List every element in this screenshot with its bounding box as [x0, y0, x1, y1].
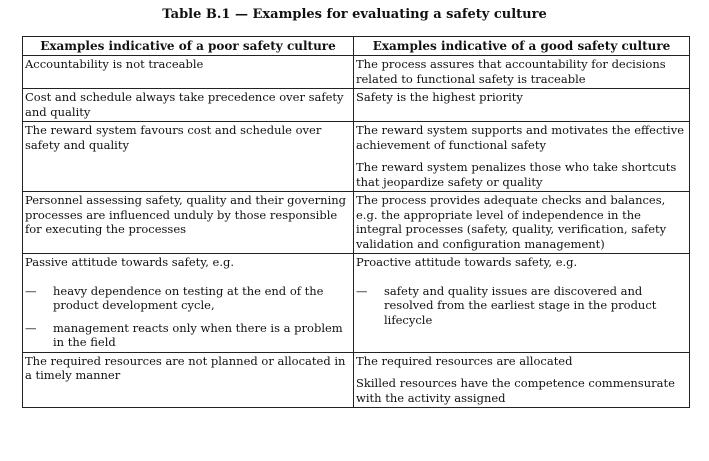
cell-intro-text: Passive attitude towards safety, e.g.: [25, 255, 235, 269]
poor-cell: [23, 192, 354, 254]
dash-list-item: [356, 284, 687, 328]
dash-marker: —: [25, 283, 37, 298]
dash-marker: —: [25, 320, 37, 335]
dash-list-item: [25, 284, 351, 313]
dash-item-text: heavy dependence on testing at the end of the product development cycle,: [53, 283, 324, 312]
table-row: [23, 192, 690, 254]
table-row: [23, 254, 690, 353]
safety-culture-table: [22, 36, 690, 408]
header-poor-culture: Examples indicative of a poor safety culture: [23, 37, 354, 56]
good-cell: [354, 56, 690, 89]
poor-cell: [23, 56, 354, 89]
dash-item-text: management reacts only when there is a problem in the field: [53, 320, 343, 349]
cell-text: The required resources are allocated: [356, 353, 573, 368]
dash-item-text: safety and quality issues are discovered and resolved from the earliest stage in the product lifecycle: [384, 283, 657, 327]
good-cell: [354, 192, 690, 254]
table-row: [23, 89, 690, 122]
good-cell: [354, 254, 690, 353]
table-row: [23, 122, 690, 192]
cell-text: The reward system supports and motivates the effective achievement of functional safety: [356, 123, 685, 152]
good-cell: [354, 122, 690, 192]
good-cell: [354, 352, 690, 408]
cell-text: Cost and schedule always take precedence over safety and quality: [25, 90, 344, 119]
table-header-row: [23, 37, 690, 56]
dash-list-item: [25, 321, 351, 350]
cell-text: Skilled resources have the competence commensurate with the activity assigned: [356, 376, 675, 405]
dash-marker: —: [356, 283, 368, 298]
header-good-culture: Examples indicative of a good safety culture: [354, 37, 690, 56]
poor-cell: [23, 122, 354, 192]
cell-intro-text: Proactive attitude towards safety, e.g.: [356, 255, 578, 269]
poor-cell: [23, 352, 354, 408]
table-row: [23, 56, 690, 89]
cell-text: Accountability is not traceable: [25, 57, 204, 71]
cell-text: Safety is the highest priority: [356, 90, 523, 104]
cell-text: The process assures that accountability for decisions related to functional safety is traceable: [356, 57, 666, 86]
good-cell: [354, 89, 690, 122]
poor-cell: [23, 89, 354, 122]
cell-text: The required resources are not planned or allocated in a timely manner: [25, 353, 346, 382]
poor-cell: [23, 254, 354, 353]
cell-text: Personnel assessing safety, quality and their governing processes are influenced unduly by those responsible for executing the processes: [25, 193, 347, 236]
table-caption: Table B.1 — Examples for evaluating a safety culture: [162, 7, 547, 22]
table-row: [23, 352, 690, 408]
cell-text: The reward system favours cost and schedule over safety and quality: [25, 123, 322, 152]
cell-text: The reward system penalizes those who take shortcuts that jeopardize safety or quality: [356, 160, 677, 189]
cell-text: The process provides adequate checks and balances, e.g. the appropriate level of independence in the integral processes (safety, quality, verification, safety validation and configuration management): [356, 193, 667, 251]
